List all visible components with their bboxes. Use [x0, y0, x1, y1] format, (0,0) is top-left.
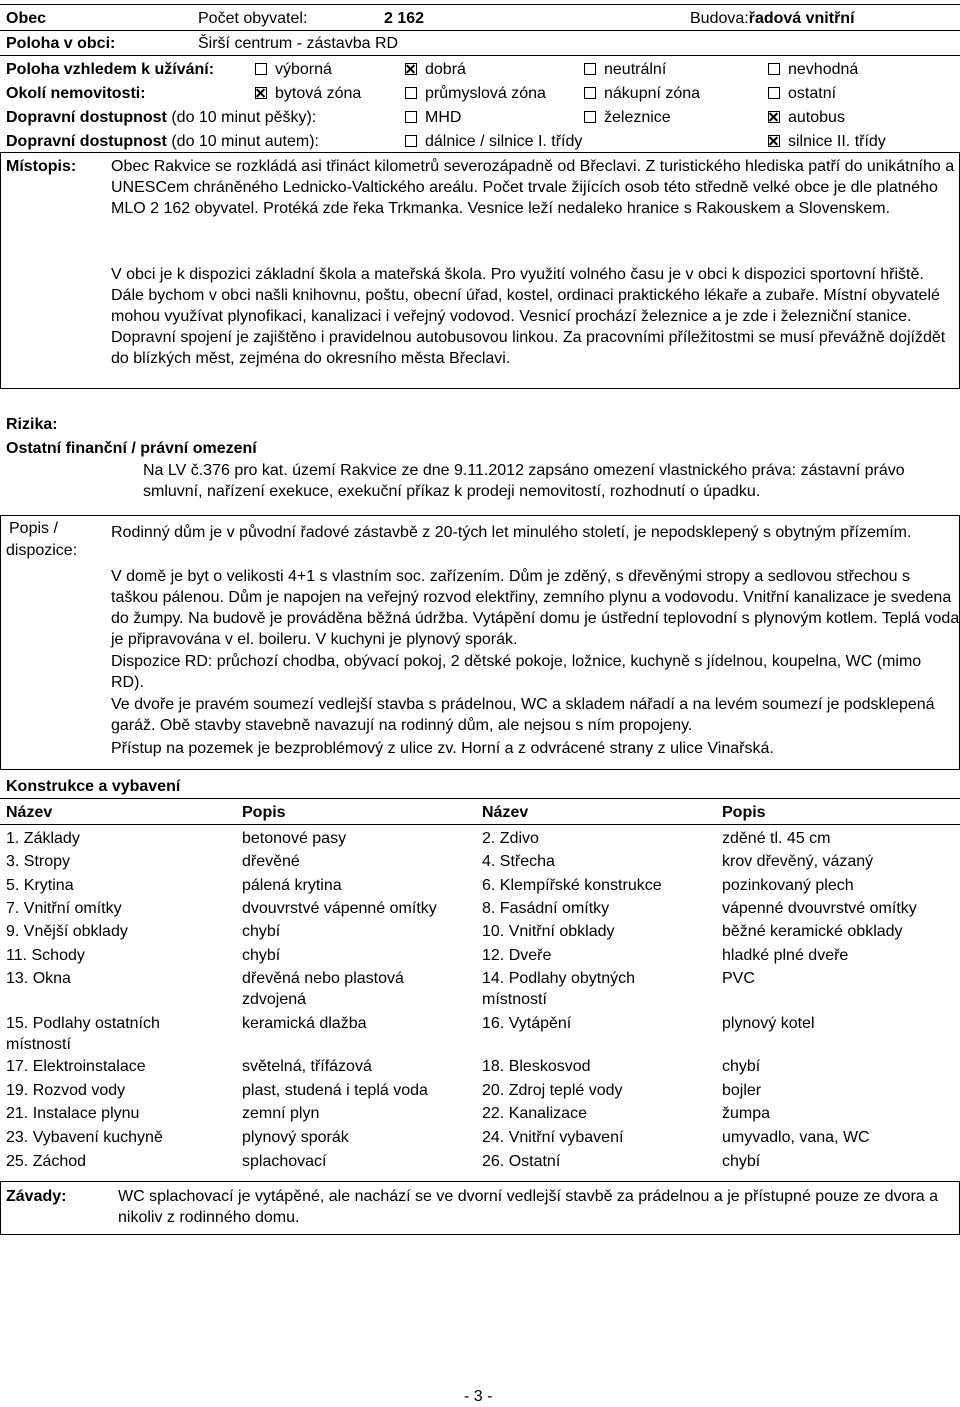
checkbox-icon [768, 87, 780, 99]
table-cell: dřevěná nebo plastová zdvojená [242, 970, 404, 1008]
table-cell: dřevěné [242, 853, 300, 870]
popis-paragraph-1: Rodinný dům je v původní řadové zástavbě z 20-tých let minulého století, je nepodsklepený s obytným přízemím. [111, 524, 912, 541]
table-cell: 21. Instalace plynu [6, 1105, 140, 1122]
checkbox-icon [584, 87, 596, 99]
table-cell: 10. Vnitřní obklady [482, 923, 615, 940]
table-cell: vápenné dvouvrstvé omítky [722, 900, 917, 917]
table-cell: splachovací [242, 1153, 327, 1170]
mistopis-label: Místopis: [6, 158, 77, 175]
checkbox-icon [768, 63, 780, 75]
table-cell: 13. Okna [6, 970, 71, 987]
table-cell: 5. Krytina [6, 877, 74, 894]
okoli-option-1: průmyslová zóna [405, 83, 546, 104]
table-cell: 18. Bleskosvod [482, 1058, 591, 1075]
checkbox-icon [255, 63, 267, 75]
table-cell: pozinkovaný plech [722, 877, 854, 894]
table-cell: pálená krytina [242, 877, 342, 894]
table-cell: plast, studená i teplá voda [242, 1082, 428, 1099]
uzivani-option-0: výborná [255, 59, 332, 80]
table-cell: chybí [242, 947, 281, 964]
checkbox-checked-icon [768, 111, 780, 123]
popis-label-line2: dispozice: [6, 542, 78, 559]
table-cell: 8. Fasádní omítky [482, 900, 610, 917]
table-cell: 17. Elektroinstalace [6, 1058, 146, 1075]
autem-option-1: silnice II. třídy [768, 131, 886, 152]
pesky-option-2: autobus [768, 107, 845, 128]
table-cell: bojler [722, 1082, 762, 1099]
checkbox-icon [405, 135, 417, 147]
table-cell: keramická dlažba [242, 1015, 367, 1032]
okoli-option-3: ostatní [768, 83, 836, 104]
pesky-option-0: MHD [405, 107, 461, 128]
table-cell: umyvadlo, vana, WC [722, 1129, 870, 1146]
table-cell: 23. Vybavení kuchyně [6, 1129, 163, 1146]
omezeni-label: Ostatní finanční / právní omezení [6, 440, 257, 457]
table-cell: světelná, třífázová [242, 1058, 372, 1075]
checkbox-checked-icon [405, 63, 417, 75]
table-cell: plynový sporák [242, 1129, 349, 1146]
table-cell: 16. Vytápění [482, 1015, 572, 1032]
checkbox-icon [584, 63, 596, 75]
table-cell: 25. Záchod [6, 1153, 87, 1170]
uzivani-label: Poloha vzhledem k užívání: [6, 61, 215, 78]
table-cell: krov dřevěný, vázaný [722, 853, 874, 870]
table-cell: hladké plné dveře [722, 947, 849, 964]
autem-option-0: dálnice / silnice I. třídy [405, 131, 582, 152]
konstrukce-header-nazev-2: Název [482, 804, 529, 821]
uzivani-option-2: neutrální [584, 59, 666, 80]
pesky-option-1: železnice [584, 107, 671, 128]
konstrukce-header-popis-1: Popis [242, 804, 286, 821]
table-cell: 11. Schody [6, 947, 85, 964]
table-cell: dvouvrstvé vápenné omítky [242, 900, 437, 917]
budova-value: řadová vnitřní [748, 10, 855, 27]
pocet-obyvatel-label: Počet obyvatel: [198, 10, 308, 27]
page-number: - 3 - [464, 1388, 493, 1405]
konstrukce-header-popis-2: Popis [722, 804, 766, 821]
table-cell: 19. Rozvod vody [6, 1082, 126, 1099]
autem-label: Dopravní dostupnost (do 10 minut autem): [6, 133, 319, 150]
table-cell: 9. Vnější obklady [6, 923, 128, 940]
checkbox-checked-icon [255, 87, 267, 99]
uzivani-option-3: nevhodná [768, 59, 858, 80]
omezeni-text: Na LV č.376 pro kat. území Rakvice ze dne 9.11.2012 zapsáno omezení vlastnického práva: zástavní právo smluvní, nařízení exekuce, exekuční příkaz k prodeji nemovitostí, rozhodnutí o úpadku. [143, 462, 905, 500]
zavady-label: Závady: [6, 1188, 67, 1205]
zavady-text: WC splachovací je vytápěné, ale nachází se ve dvorní vedlejší stavbě za prádelnou a je přístupné pouze ze dvora a nikoliv z rodinného domu. [118, 1188, 939, 1226]
table-cell: 20. Zdroj teplé vody [482, 1082, 623, 1099]
checkbox-icon [584, 111, 596, 123]
poloha-label: Poloha v obci: [6, 35, 116, 52]
okoli-option-2: nákupní zóna [584, 83, 700, 104]
checkbox-checked-icon [768, 135, 780, 147]
table-cell: 24. Vnitřní vybavení [482, 1129, 624, 1146]
table-cell: plynový kotel [722, 1015, 815, 1032]
table-cell: betonové pasy [242, 830, 347, 847]
budova [690, 8, 855, 29]
table-cell: 22. Kanalizace [482, 1105, 587, 1122]
table-cell: chybí [242, 923, 281, 940]
popis-label-line1: Popis / [9, 520, 58, 537]
mistopis-paragraph-2: V obci je k dispozici základní škola a mateřská škola. Pro využití volného času je v obci k dispozici sportovní hřiště. Dále bychom v obci našli knihovnu, poštu, obecní úřad, kostel, ordinaci praktického lékaře a zubaře. Místní obyvatelé mohou využívat plynofikaci, kanalizaci i veřejný vodovod. Vesnicí prochází železnice a je zde i železniční stanice. Dopravní spojení je zajištěno i pravidelnou autobusovou linkou. Za pracovními příležitostmi se musí převážně dojíždět do blízkých měst, zejména do okresního města Břeclavi. [111, 266, 946, 367]
uzivani-option-1: dobrá [405, 59, 466, 80]
checkbox-icon [405, 111, 417, 123]
table-cell: 12. Dveře [482, 947, 552, 964]
popis-paragraph-2: V domě je byt o velikosti 4+1 s vlastním soc. zařízením. Dům je zděný, s dřevěnými stropy a sedlovou střechou s taškou pálenou. Dům je napojen na veřejný rozvod elektřiny, zemního plynu a vodovodu. Vnitřní kanalizace je svedena do žumpy. Na budově je prováděna běžná údržba. Vytápění domu je ústřední teplovodní s plynovým kotlem. Teplá voda je připravována v el. boileru. V kuchyni je plynový sporák. [111, 568, 960, 648]
pocet-obyvatel-value: 2 162 [384, 10, 425, 27]
table-cell: 3. Stropy [6, 853, 71, 870]
table-cell: 15. Podlahy ostatních místností [6, 1015, 160, 1053]
table-cell: 6. Klempířské konstrukce [482, 877, 662, 894]
konstrukce-header-nazev-1: Název [6, 804, 53, 821]
table-cell: žumpa [722, 1105, 771, 1122]
popis-paragraph-3: Dispozice RD: průchozí chodba, obývací pokoj, 2 dětské pokoje, ložnice, kuchyně s jídelnou, koupelna, WC (mimo RD). [111, 653, 922, 691]
table-cell: běžné keramické obklady [722, 923, 903, 940]
checkbox-icon [405, 87, 417, 99]
obec-label: Obec [6, 10, 47, 27]
table-cell: 4. Střecha [482, 853, 555, 870]
pesky-label: Dopravní dostupnost (do 10 minut pěšky): [6, 109, 317, 126]
rizika-label: Rizika: [6, 416, 58, 433]
popis-paragraph-4: Ve dvoře je pravém soumezí vedlejší stavba s prádelnou, WC a skladem nářadí a na levém soumezí je podsklepená garáž. Obě stavby stavebně navazují na rodinný dům, ale nejsou s ním propojeny. [111, 696, 935, 734]
table-cell: 7. Vnitřní omítky [6, 900, 122, 917]
table-cell: zemní plyn [242, 1105, 320, 1122]
poloha-value: Širší centrum - zástavba RD [198, 35, 399, 52]
table-cell: PVC [722, 970, 755, 987]
table-cell: 1. Základy [6, 830, 80, 847]
mistopis-paragraph-1: Obec Rakvice se rozkládá asi třináct kilometrů severozápadně od Břeclavi. Z turistického hlediska patří do unikátního a UNESCem chráněného Lednicko-Valtického areálu. Počet trvale žijících osob této středně velké obce je dle platného MLO 2 162 obyvatel. Protéká zde řeka Trkmanka. Vesnice leží nedaleko hranice s Rakouskem a Slovenskem. [111, 158, 955, 217]
table-cell: chybí [722, 1153, 761, 1170]
table-cell: 26. Ostatní [482, 1153, 561, 1170]
okoli-label: Okolí nemovitosti: [6, 85, 146, 102]
budova-label: Budova: [690, 10, 749, 27]
table-cell: 2. Zdivo [482, 830, 539, 847]
table-cell: 14. Podlahy obytných místností [482, 970, 635, 1008]
table-cell: zděné tl. 45 cm [722, 830, 831, 847]
popis-paragraph-5: Přístup na pozemek je bezproblémový z ulice zv. Horní a z odvrácené strany z ulice Vinařská. [111, 740, 774, 757]
konstrukce-title: Konstrukce a vybavení [6, 778, 181, 795]
okoli-option-0: bytová zóna [255, 83, 361, 104]
table-cell: chybí [722, 1058, 761, 1075]
